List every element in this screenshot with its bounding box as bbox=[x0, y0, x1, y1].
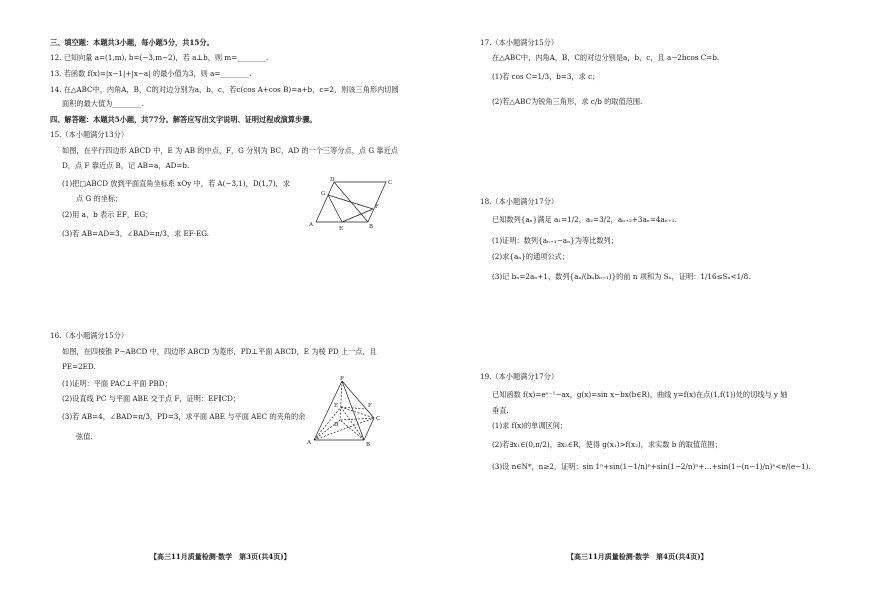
label-f: F bbox=[375, 204, 379, 210]
label-a: A bbox=[309, 222, 313, 228]
question-16-line-1: 如图，在四棱锥 P−ABCD 中，四边形 ABCD 为菱形，PD⊥平面 ABCD，E 为棱 PD 上一点，且 bbox=[62, 347, 377, 356]
question-14-line-1: 14. 在△ABC中，内角A，B，C的对边分别为a，b，c，若c(cos A+cos B)=a+b，c=2，则该三角形内切圆 bbox=[50, 85, 399, 94]
segment-gf bbox=[328, 195, 373, 209]
question-17-header: 17.（本小题满分15分） bbox=[480, 38, 559, 47]
question-15-part-2: (2)用 a，b 表示 EF，EG； bbox=[62, 210, 153, 219]
page-4-footer: 【高三11月质量检测·数学 第4页(共4页)】 bbox=[567, 552, 708, 561]
segment-ef bbox=[342, 209, 373, 222]
question-14-line-2: 面积的最大值为________. bbox=[62, 99, 144, 108]
question-12: 12. 已知向量 a=(1,m), b=(−3,m−2)，若 a⊥b，则 m=________. bbox=[50, 53, 269, 62]
label-f: F bbox=[368, 403, 372, 409]
question-19-line-1: 已知函数 f(x)=eˣ⁻¹−ax，g(x)=sin x−bx(b∈R)，曲线 y=f(x)在点(1,f(1))处的切线与 y 轴 bbox=[492, 390, 788, 399]
label-a: A bbox=[307, 440, 311, 446]
page-3-footer: 【高三11月质量检测·数学 第3页(共4页)】 bbox=[150, 552, 291, 561]
label-g: G bbox=[321, 191, 326, 197]
label-e: E bbox=[334, 403, 339, 409]
question-19-part-1: (1)求 f(x)的单调区间； bbox=[492, 421, 568, 430]
section-4-header: 四、解答题：本题共5小题，共77分。解答应写出文字说明、证明过程或演算步骤。 bbox=[50, 115, 317, 124]
question-18-part-2: (2)求{aₙ}的通项公式； bbox=[492, 252, 570, 261]
question-18-part-1: (1)证明：数列{aₙ₊₁−aₙ}为等比数列； bbox=[492, 236, 618, 245]
question-13: 13. 若函数 f(x)=|x−1|+|x−a| 的最小值为3，则 a=________. bbox=[50, 69, 252, 78]
question-16-part-1: (1)证明：平面 PAC⊥平面 PBD； bbox=[62, 379, 172, 388]
question-17-part-2: (2)若△ABC为锐角三角形，求 c/b 的取值范围. bbox=[492, 97, 643, 106]
edge-bc bbox=[364, 418, 374, 440]
label-c: C bbox=[388, 180, 393, 186]
question-16-header: 16.（本小题满分15分） bbox=[50, 331, 129, 340]
question-15-part-1a: (1)把□ABCD 放到平面直角坐标系 xOy 中，若 A(−3,1)，D(1,7)，求 bbox=[62, 179, 291, 188]
question-15-line-1: 如图，在平行四边形 ABCD 中，E 为 AB 的中点，F，G 分别为 BC，AD 的一个三等分点，点 G 靠近点 bbox=[62, 146, 398, 155]
pyramid-figure bbox=[306, 376, 392, 448]
label-b: B bbox=[366, 442, 371, 448]
question-18-line-1: 已知数列{aₙ}满足 a₁=1/2，a₂=3/2，aₙ₊₂+3aₙ=4aₙ₊₁. bbox=[492, 215, 677, 224]
question-16-line-2: PE=2ED. bbox=[62, 362, 96, 371]
question-19-part-2: (2)若∃x₁∈(0,π/2)，∃x₂∈R，使得 g(x₁)>f(x₂)，求实数 b 的取值范围； bbox=[492, 440, 722, 449]
label-c: C bbox=[376, 416, 381, 422]
label-d: D bbox=[334, 422, 339, 428]
label-e: E bbox=[339, 226, 344, 232]
question-17-part-1: (1)若 cos C=1/3，b=3，求 c； bbox=[492, 72, 600, 81]
question-15-part-3: (3)若 AB=AD=3，∠BAD=π/3，求 EF·EG. bbox=[62, 229, 210, 238]
label-b: B bbox=[369, 224, 374, 230]
label-d: D bbox=[330, 177, 335, 183]
question-19-line-2: 垂直. bbox=[492, 406, 509, 415]
question-15-line-2: D，点 F 靠近点 B，记 AB=a，AD=b. bbox=[62, 161, 190, 170]
edge-cd bbox=[340, 418, 374, 420]
question-15-header: 15.（本小题满分13分） bbox=[50, 130, 129, 139]
question-15-part-1b: 点 G 的坐标； bbox=[76, 194, 123, 203]
question-19-header: 19.（本小题满分17分） bbox=[480, 372, 559, 381]
question-16-part-3a: (3)若 AB=4，∠BAD=π/3，PD=3，求平面 ABE 与平面 AEC 的夹角的余 bbox=[62, 412, 306, 421]
label-p: P bbox=[340, 376, 344, 382]
question-18-part-3: (3)记 bₙ=2aₙ+1，数列{aₙ/(bₙbₙ₊₁)}的前 n 项和为 Sₙ，证明：1/16≤Sₙ<1/8. bbox=[492, 272, 751, 281]
exam-page-4 bbox=[435, 0, 870, 614]
question-16-part-3b: 弦值. bbox=[76, 432, 93, 441]
edge-pd bbox=[340, 381, 342, 420]
question-19-part-3: (3)设 n∈N*，n≥2，证明：sin 1ⁿ+sin(1−1/n)ⁿ+sin(1−2/n)ⁿ+…+sin(1−(n−1)/n)ⁿ<e/(e−1). bbox=[492, 462, 811, 471]
section-3-header: 三、填空题：本题共3小题，每小题5分，共15分。 bbox=[50, 38, 214, 47]
parallelogram-figure bbox=[306, 176, 398, 232]
question-18-header: 18.（本小题满分17分） bbox=[480, 197, 559, 206]
question-17-line-1: 在△ABC中，内角A，B，C的对边分别是a，b，c，且 a−2bcos C=b. bbox=[492, 53, 720, 62]
question-16-part-2: (2)设直线 PC 与平面 ABE 交于点 F，证明：EF∥CD； bbox=[62, 394, 241, 403]
